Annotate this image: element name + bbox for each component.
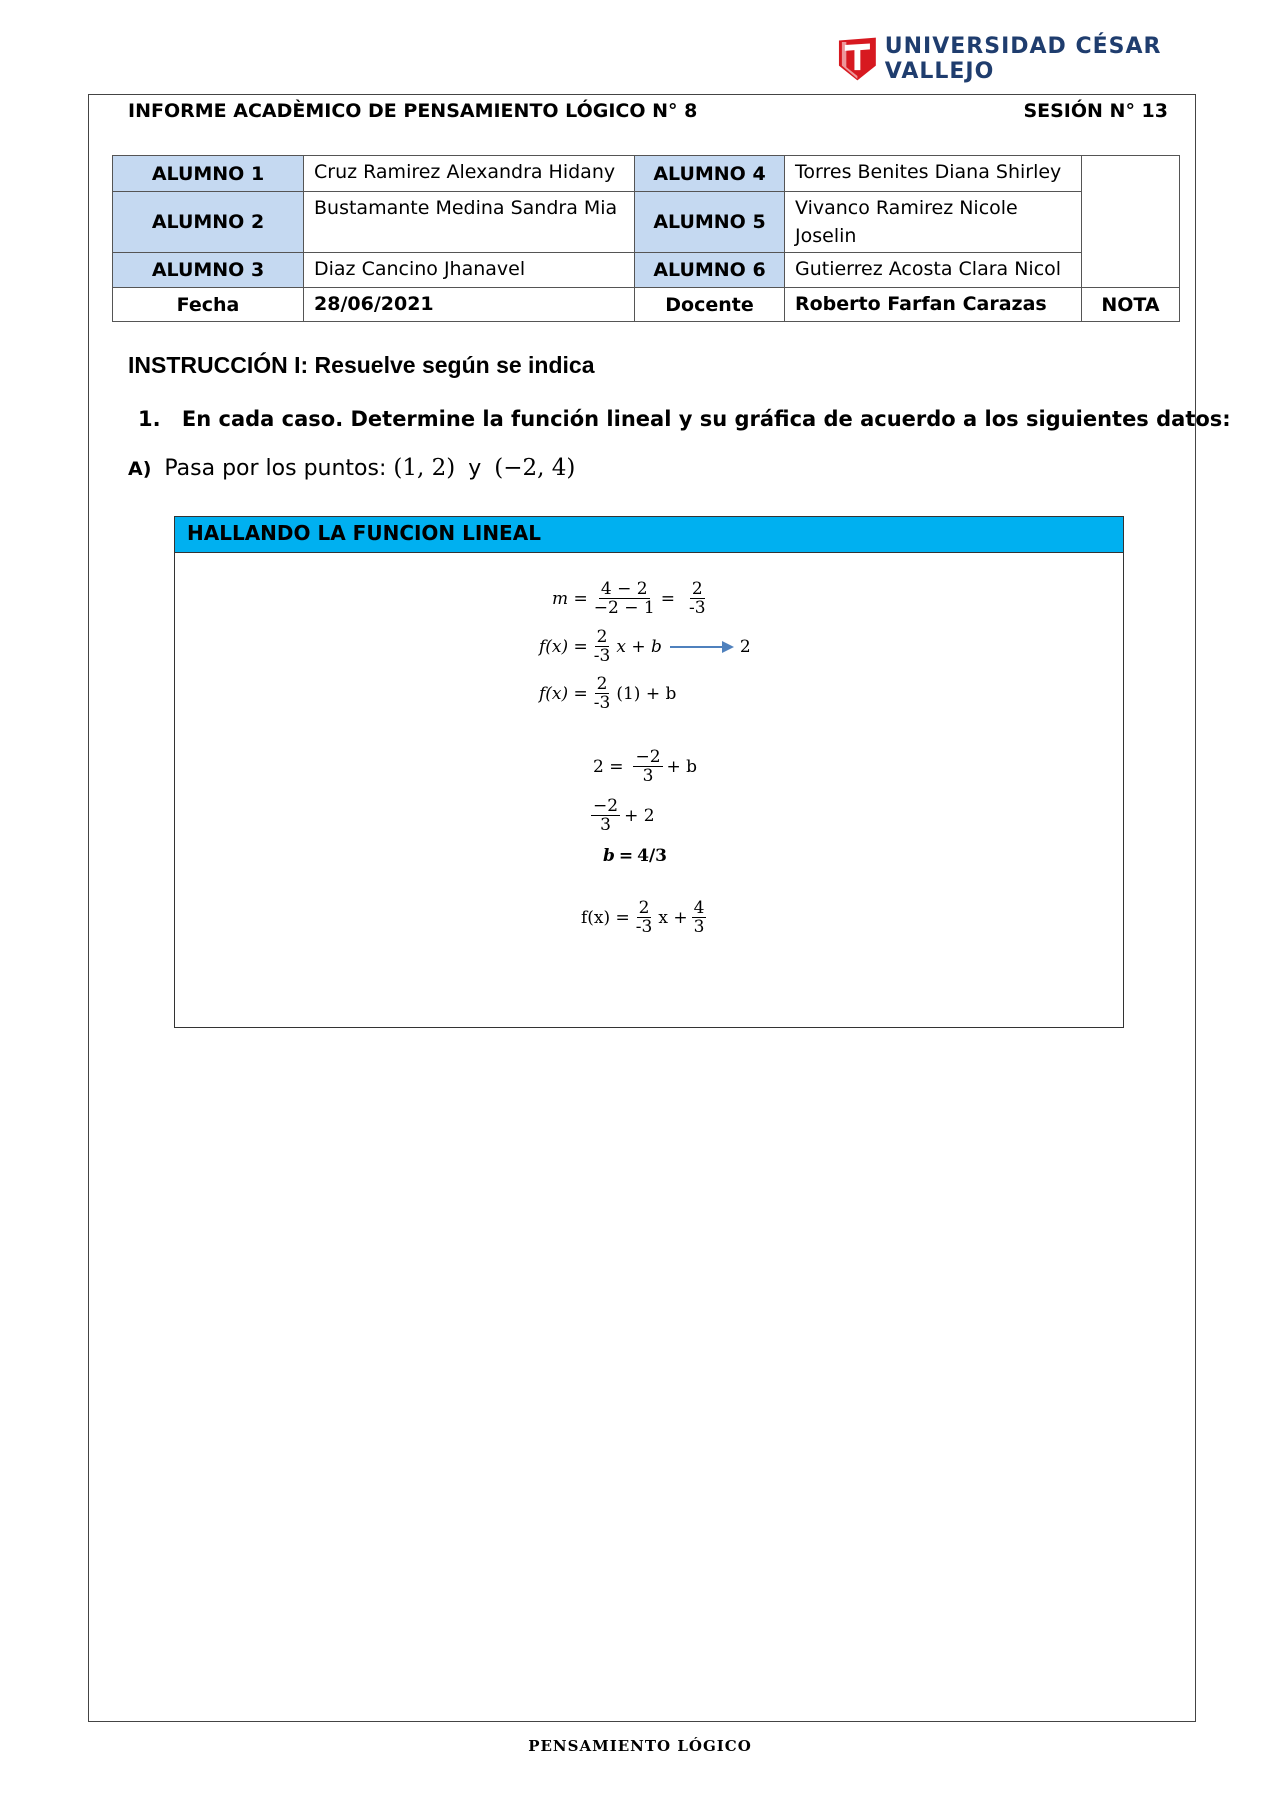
arrow-target: 2 [739, 636, 751, 657]
solution-box [174, 516, 1124, 1028]
intercept-step-rest: + 2 [624, 805, 655, 826]
intercept-step [587, 797, 655, 834]
solve-rest: + b [666, 756, 698, 777]
denominator: -3 [688, 598, 706, 618]
connector: y [468, 456, 482, 481]
student-name: Gutierrez Acosta Clara Nicol [785, 253, 1082, 288]
numerator: −2 [593, 796, 619, 816]
fraction [591, 797, 620, 834]
denominator: 3 [600, 815, 611, 835]
report-title: INFORME ACADÈMICO DE PENSAMIENTO LÓGICO N° 8 [128, 100, 698, 122]
denominator: 3 [693, 917, 705, 937]
table-row [113, 156, 1180, 192]
part-a [128, 455, 575, 481]
date-value: 28/06/2021 [304, 288, 635, 322]
equals-sign: = [660, 588, 675, 609]
part-a-label: A) [128, 458, 152, 480]
student-label: ALUMNO 5 [635, 192, 785, 253]
numerator: 2 [691, 579, 703, 599]
numerator: 4 [693, 898, 705, 918]
denominator: -3 [635, 917, 653, 937]
substitution-rest: (1) + b [616, 683, 677, 704]
fraction [633, 748, 662, 785]
session-number: SESIÓN N° 13 [1023, 100, 1168, 122]
numerator: −2 [635, 747, 661, 767]
question-text: En cada caso. Determine la función lineal y su gráfica de acuerdo a los siguientes datos: [181, 407, 1231, 431]
numerator: 4 − 2 [600, 579, 648, 599]
denominator: −2 − 1 [593, 598, 655, 618]
point-1: (1, 2) [393, 455, 456, 481]
function-rest: x + b [616, 636, 662, 657]
student-name: Diaz Cancino Jhanavel [304, 253, 635, 288]
denominator: -3 [593, 693, 611, 713]
solve-lhs: 2 = [593, 756, 624, 777]
intercept-value: 4/3 [637, 846, 668, 866]
grade-cell [1082, 156, 1180, 288]
function-lhs: f(x) = [539, 683, 588, 704]
numerator: 2 [596, 674, 608, 694]
final-function-lhs: f(x) = [581, 907, 630, 928]
numerator: 2 [596, 627, 608, 647]
fraction [592, 675, 613, 712]
student-label: ALUMNO 3 [113, 253, 304, 288]
student-label: ALUMNO 6 [635, 253, 785, 288]
teacher-label: Docente [635, 288, 785, 322]
intercept-symbol: b [603, 846, 615, 866]
solve-equation [593, 748, 697, 785]
student-label: ALUMNO 1 [113, 156, 304, 192]
intercept-result [603, 846, 667, 866]
fraction [687, 580, 708, 617]
university-logo [836, 28, 1176, 90]
fraction [592, 580, 657, 617]
final-function [581, 899, 710, 936]
students-table [112, 155, 1180, 322]
denominator: -3 [593, 646, 611, 666]
function-lhs: f(x) = [539, 636, 588, 657]
question-number: 1. [138, 407, 161, 431]
student-label: ALUMNO 4 [635, 156, 785, 192]
student-name: Bustamante Medina Sandra Mia [304, 192, 635, 253]
solution-box-title: HALLANDO LA FUNCION LINEAL [175, 517, 1123, 553]
student-name: Torres Benites Diana Shirley [785, 156, 1082, 192]
denominator: 3 [642, 766, 654, 786]
function-equation [539, 628, 751, 665]
equals-sign: = [618, 846, 634, 866]
fraction [634, 899, 655, 936]
point-2: (−2, 4) [494, 455, 576, 481]
table-row [113, 288, 1180, 322]
fraction [592, 628, 613, 665]
student-name: Vivanco Ramirez Nicole Joselin [785, 192, 1082, 253]
numerator: 2 [638, 898, 650, 918]
fraction [692, 899, 707, 936]
student-name: Cruz Ramirez Alexandra Hidany [304, 156, 635, 192]
page-footer: PENSAMIENTO LÓGICO [528, 1737, 752, 1755]
final-function-mid: x + [658, 907, 688, 928]
grade-label: NOTA [1082, 288, 1180, 322]
slope-lhs: m = [552, 588, 588, 609]
part-a-text: Pasa por los puntos: [164, 456, 387, 481]
university-shield-icon [836, 28, 879, 90]
arrow-right-icon [670, 640, 736, 654]
logo-text: UNIVERSIDAD CÉSAR VALLEJO [884, 34, 1162, 84]
student-label: ALUMNO 2 [113, 192, 304, 253]
substitution-equation [539, 675, 676, 712]
date-label: Fecha [113, 288, 304, 322]
instruction-heading: INSTRUCCIÓN I: Resuelve según se indica [128, 352, 595, 378]
teacher-name: Roberto Farfan Carazas [785, 288, 1082, 322]
table-row [113, 253, 1180, 288]
question-1 [138, 407, 1231, 431]
table-row [113, 192, 1180, 253]
slope-equation [552, 580, 712, 617]
